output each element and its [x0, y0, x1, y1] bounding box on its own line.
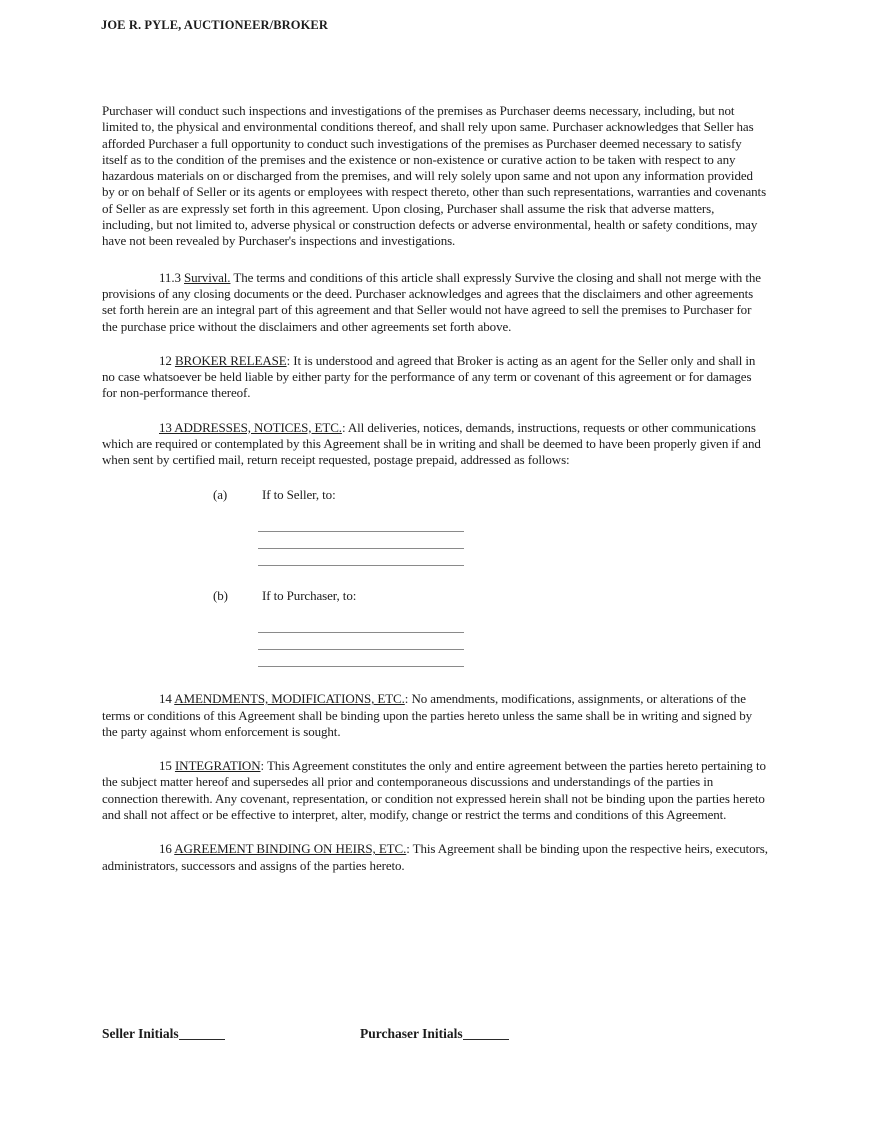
seller-address-row — [102, 487, 768, 503]
purchaser-initials-blank-line — [463, 1026, 509, 1040]
document-header-title: JOE R. PYLE, AUCTIONEER/BROKER — [101, 18, 328, 32]
section-heading: Survival. — [184, 269, 231, 285]
seller-initials-group — [102, 1026, 360, 1042]
section-body: : No amendments, modifications, assignments, or alterations of the terms or conditions of this Agreement shall be binding upon the parties hereto unless the same shall be in writing and signed by the party against whom enforcement is sought. — [102, 691, 753, 739]
initials-footer — [102, 1026, 509, 1042]
seller-address-blank-line — [258, 549, 464, 566]
section-12-broker-release — [102, 353, 768, 402]
section-heading: INTEGRATION — [174, 758, 261, 774]
section-16-binding-on-heirs — [102, 841, 768, 874]
purchaser-initials-label: Purchaser Initials — [360, 1026, 463, 1041]
section-number: 15 — [159, 758, 175, 774]
purchaser-address-row — [102, 588, 768, 604]
purchaser-address-blank-line — [258, 616, 464, 633]
section-11-3-survival — [102, 270, 768, 335]
purchaser-address-item-label: (b) — [213, 587, 228, 603]
section-body: : It is understood and agreed that Broker is acting as an agent for the Seller only and shall in no case whatsoever be held liable by either party for the performance of any term or covenant of this agreement or for damages for non-performance thereof. — [102, 352, 756, 401]
seller-address-item-label: (a) — [213, 486, 228, 502]
section-number: 11.3 — [159, 269, 185, 285]
section-heading: AGREEMENT BINDING ON HEIRS, ETC. — [174, 841, 407, 857]
intro-paragraph: Purchaser will conduct such inspections and investigations of the premises as Purchaser deems necessary, including, but not limited to, the physical and environmental conditions thereof, and shall rely upon same. Purchaser acknowledges that Seller has afforded Purchaser a full opportunity to conduct such investigations of the premises as Purchaser deemed necessary to satisfy itself as to the condition of the premises and the existence or non-existence or curative action to be taken with respect to any hazardous materials on or discharged from the premises, and will rely solely upon same and not upon any information provided by or on behalf of Seller or its agents or employees with respect thereto, other than such representations, warranties and covenants of Seller as are expressly set forth in this agreement. Upon closing, Purchaser shall assume the risk that adverse matters, including, but not limited to, adverse physical or construction defects or adverse environmental, health or safety conditions, may have not been revealed by Purchaser's inspections and investigations. — [102, 103, 767, 249]
seller-address-blank-line — [258, 532, 464, 549]
section-heading: AMENDMENTS, MODIFICATIONS, ETC. — [174, 691, 405, 707]
section-number: 12 — [159, 352, 175, 368]
purchaser-address-blank-line — [258, 650, 464, 667]
purchaser-address-blank-lines — [258, 616, 768, 667]
section-body: The terms and conditions of this article shall expressly Survive the closing and shall not merge with the provisions of any closing documents or the deed. Purchaser acknowledges and agrees that the disclaimers and other agreements set forth herein are an integral part of this agreement and that Seller would not have agreed to sell the premises to Purchaser for the purchase price without the disclaimers and other agreements set forth above. — [102, 269, 761, 334]
section-body: : All deliveries, notices, demands, instructions, requests or other communications which are required or contemplated by this Agreement shall be in writing and shall be deemed to have been properly given if and when sent by certified mail, return receipt requested, postage prepaid, addressed as follows: — [102, 419, 761, 468]
notice-addresses-block — [102, 487, 768, 668]
seller-initials-label: Seller Initials — [102, 1026, 179, 1041]
purchaser-initials-group — [360, 1026, 509, 1042]
section-14-amendments — [102, 691, 768, 740]
section-number: 14 — [159, 691, 175, 707]
seller-initials-blank-line — [179, 1026, 225, 1040]
purchaser-address-caption: If to Purchaser, to: — [262, 587, 357, 603]
section-13-addresses-notices — [102, 420, 768, 469]
section-heading: 13 ADDRESSES, NOTICES, ETC. — [159, 419, 342, 435]
seller-address-blank-line — [258, 515, 464, 532]
section-number: 16 — [159, 841, 175, 857]
section-body: : This Agreement shall be binding upon the respective heirs, executors, administrators, successors and assigns of the parties hereto. — [102, 841, 768, 873]
seller-address-caption: If to Seller, to: — [262, 486, 336, 502]
document-body — [102, 0, 768, 892]
section-heading: BROKER RELEASE — [174, 352, 287, 368]
section-body: : This Agreement constitutes the only and entire agreement between the parties hereto pertaining to the subject matter hereof and supersedes all prior and contemporaneous discussions and understandings of the parties in connection therewith. Any covenant, representation, or condition not expressed herein shall not be binding upon the parties hereto and shall not affect or be effective to interpret, alter, modify, change or restrict the terms and conditions of this Agreement. — [102, 758, 766, 823]
section-15-integration — [102, 758, 768, 823]
purchaser-address-blank-line — [258, 633, 464, 650]
seller-address-blank-lines — [258, 515, 768, 566]
